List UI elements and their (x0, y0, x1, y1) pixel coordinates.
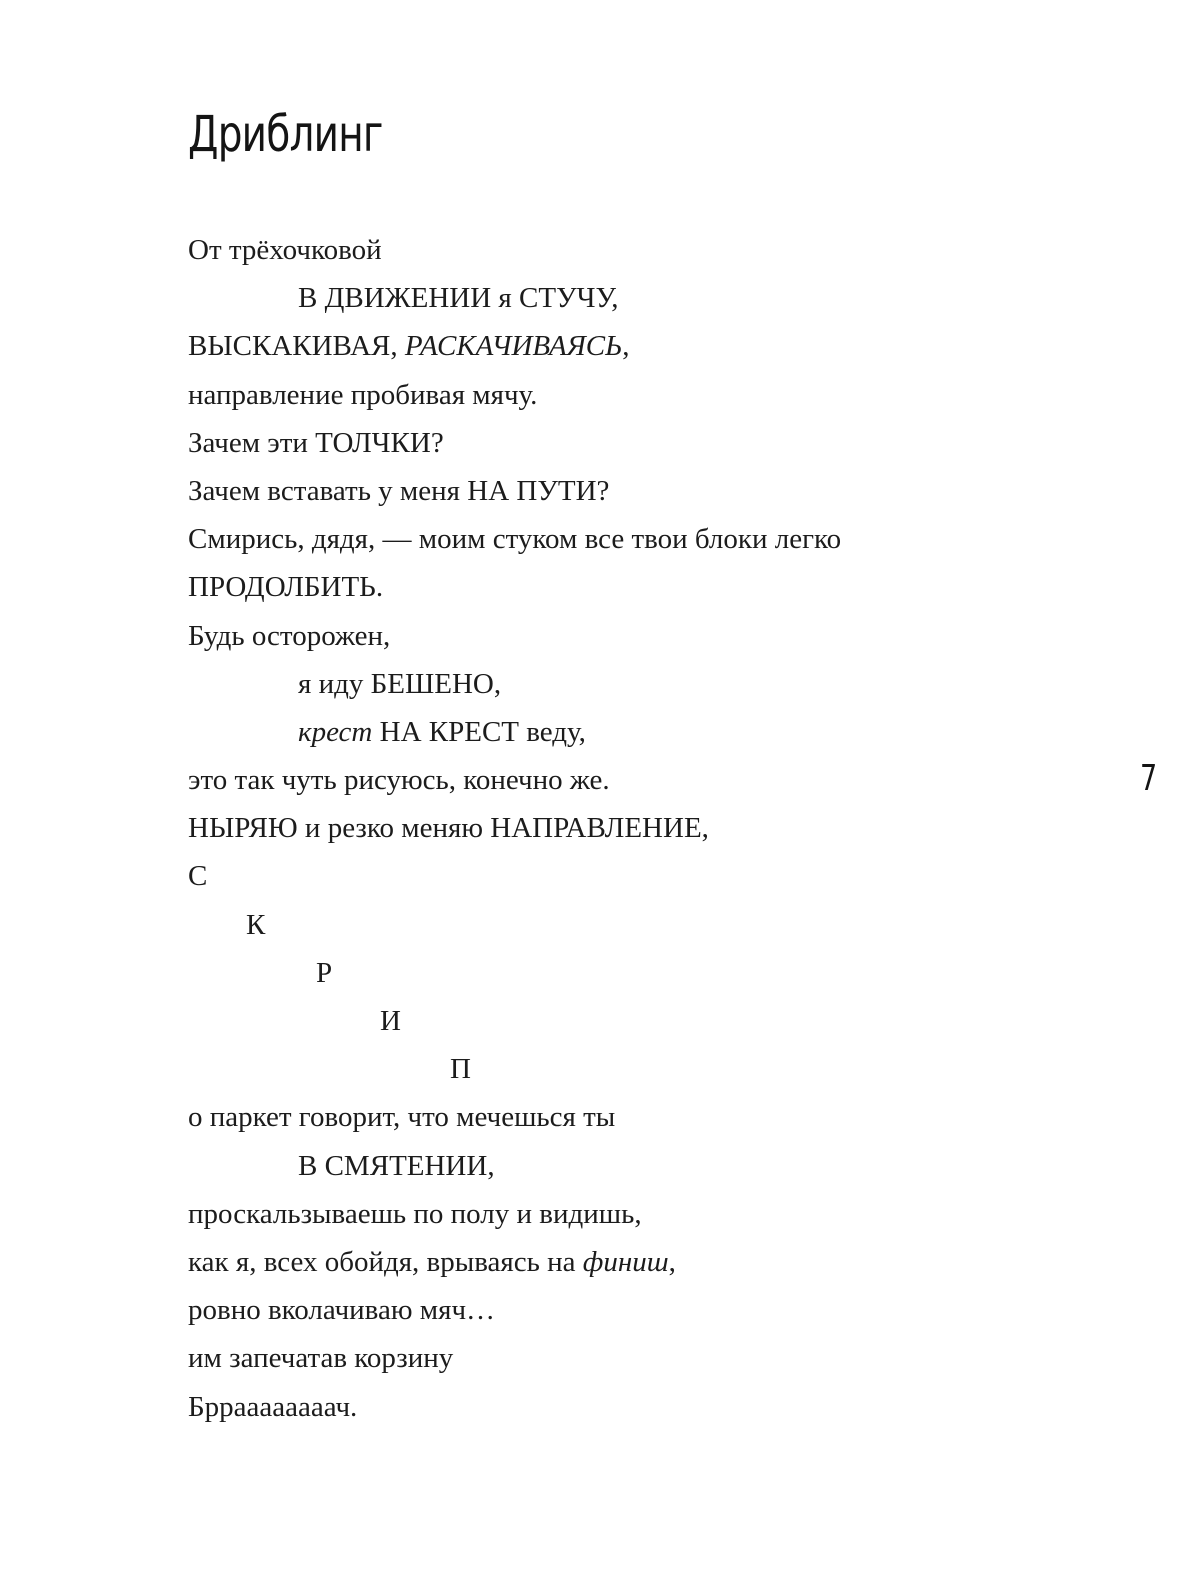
line-text: , (622, 330, 630, 363)
line-text: ровно вколачиваю мяч… (188, 1294, 496, 1327)
line-text: Р (316, 956, 333, 989)
line-text: И (380, 1005, 401, 1037)
poem-line (188, 660, 841, 708)
line-text: ВЫСКАКИВАЯ, (188, 330, 405, 363)
italic-text: крест (298, 715, 373, 748)
poem-line (188, 515, 841, 563)
poem-line (188, 371, 841, 419)
line-text: Смирись, дядя, — моим стуком все твои блоки легко (188, 523, 842, 556)
line-text: Брраааааааач. (188, 1390, 358, 1423)
poem-line (188, 804, 841, 852)
page-number: 7 (1140, 758, 1158, 799)
poem-line (188, 756, 841, 804)
line-text: В ДВИЖЕНИИ я СТУЧУ, (298, 282, 619, 315)
line-text: Зачем вставать у меня НА ПУТИ? (188, 474, 610, 507)
line-text: НЫРЯЮ и резко меняю НАПРАВЛЕНИЕ, (188, 812, 709, 845)
line-text: , (668, 1245, 676, 1278)
poem-line (188, 901, 841, 949)
poem-line (188, 1190, 841, 1238)
italic-text: финиш (582, 1245, 669, 1278)
line-text: С (188, 860, 208, 893)
line-text: о паркет говорит, что мечешься ты (188, 1101, 616, 1134)
poem-line (188, 1045, 841, 1093)
poem-line (188, 612, 841, 660)
line-text: им запечатав корзину (188, 1342, 454, 1375)
page-title: Дриблинг (188, 105, 383, 163)
line-text: К (246, 908, 266, 941)
italic-text: РАСКАЧИВАЯСЬ (404, 330, 623, 363)
poem-line (188, 997, 841, 1045)
line-text: это так чуть рисуюсь, конечно же. (188, 764, 610, 797)
line-text: НА КРЕСТ веду, (372, 715, 586, 748)
line-text: я иду БЕШЕНО, (298, 667, 502, 700)
line-text: От трёхочковой (188, 234, 382, 266)
line-text: Зачем эти ТОЛЧКИ? (188, 426, 444, 459)
poem-line (188, 322, 841, 370)
poem-body (188, 226, 841, 1431)
line-text: направление пробивая мячу. (188, 378, 538, 411)
poem-line (188, 1093, 841, 1141)
poem-line (188, 1383, 841, 1431)
poem-line (188, 563, 841, 611)
poem-line (188, 1238, 841, 1286)
poem-line (188, 1286, 841, 1334)
poem-line (188, 467, 841, 515)
poem-line (188, 1142, 841, 1190)
poem-line (188, 419, 841, 467)
line-text: ПРОДОЛБИТЬ. (188, 571, 384, 604)
poem-line (188, 226, 841, 274)
line-text: В СМЯТЕНИИ, (298, 1149, 495, 1182)
line-text: как я, всех обойдя, врываясь на (188, 1245, 583, 1278)
poem-line (188, 949, 841, 997)
poem-line (188, 274, 841, 322)
line-text: Будь осторожен, (188, 619, 391, 652)
poem-line (188, 708, 841, 756)
line-text: проскальзываешь по полу и видишь, (188, 1197, 642, 1230)
poem-line (188, 852, 841, 900)
poem-line (188, 1334, 841, 1382)
line-text: П (450, 1053, 471, 1086)
